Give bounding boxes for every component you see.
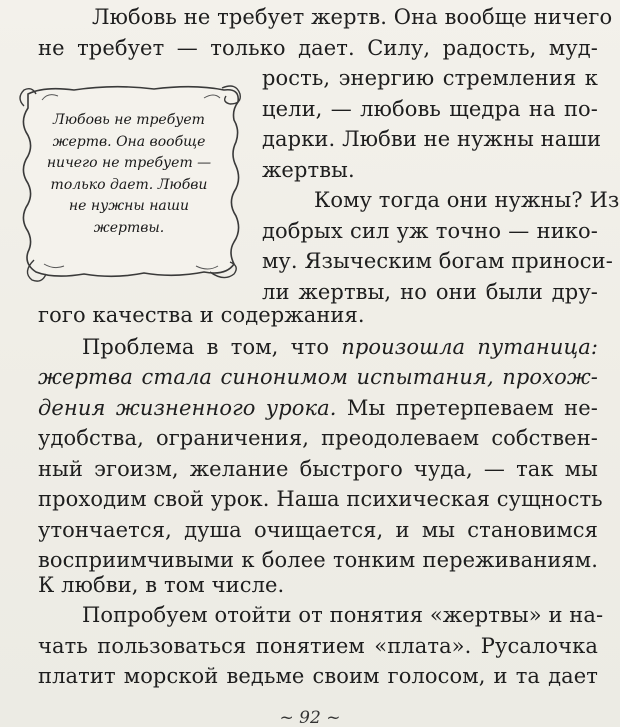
paragraph-3-line-2 [38,362,598,392]
sidebar-quote-scroll [14,80,246,284]
paragraph-3-line-7: утончается, душа очищается, и мы становимся [38,518,598,542]
paragraph-3-emphasis: произошла путаница: [341,335,598,359]
paragraph-2-line-3: му. Языческим богам приноси- [262,249,613,273]
paragraph-4-line-2: чать пользоваться понятием «плата». Русалочка [38,634,598,658]
paragraph-3-line-8: восприимчивыми к более тонким переживаниям. [38,548,598,572]
paragraph-1-line-2: не требует — только дает. Силу, радость, муд- [38,36,598,60]
paragraph-3-emphasis: жертва стала синонимом испытания, прохож- [38,365,598,389]
paragraph-2-line-1: Кому тогда они нужны? Из [314,188,620,212]
paragraph-3-line-1 [82,332,598,362]
quote-line: только дает. Любви [50,176,208,193]
paragraph-3-text: Проблема в том, что [82,335,342,359]
quote-line: ничего не требует — [46,155,212,171]
paragraph-3-line-9: К любви, в том числе. [38,573,285,597]
paragraph-4-line-3: платит морской ведьме своим голосом, и та дает [38,664,598,688]
paragraph-1-line-3: рость, энергию стремления к [262,66,598,90]
paragraph-2-line-5: гого качества и содержания. [38,303,365,327]
quote-line: не нужны наши [68,198,190,214]
quote-line: Любовь не требует [53,112,205,128]
quote-line: жертв. Она вообще [52,133,206,150]
paragraph-3-line-6: проходим свой урок. Наша психическая сущность [38,487,603,511]
page-number: ~ 92 ~ [279,708,341,727]
paragraph-1-line-5: дарки. Любви не нужны наши [262,127,602,151]
paragraph-2-line-2: добрых сил уж точно — нико- [262,219,598,243]
paragraph-2-line-4: ли жертвы, но они были дру- [262,280,598,304]
sidebar-quote-text [40,110,218,239]
paragraph-1-line-1: Любовь не требует жертв. Она вообще ничего [92,5,613,29]
quote-line: жертвы. [93,219,165,236]
paragraph-3-line-3 [38,393,598,423]
paragraph-1-line-4: цели, — любовь щедра на по- [262,97,598,121]
paragraph-4-line-1: Попробуем отойти от понятия «жертвы» и на- [82,603,604,627]
paragraph-1-line-6: жертвы. [262,158,355,182]
paragraph-3-line-5: ный эгоизм, желание быстрого чуда, — так мы [38,457,598,481]
paragraph-3-emphasis: дения жизненного урока. [38,396,337,420]
paragraph-3-text: Мы претерпеваем не- [336,396,599,420]
paragraph-3-line-4: удобства, ограничения, преодолеваем собствен- [38,426,598,450]
